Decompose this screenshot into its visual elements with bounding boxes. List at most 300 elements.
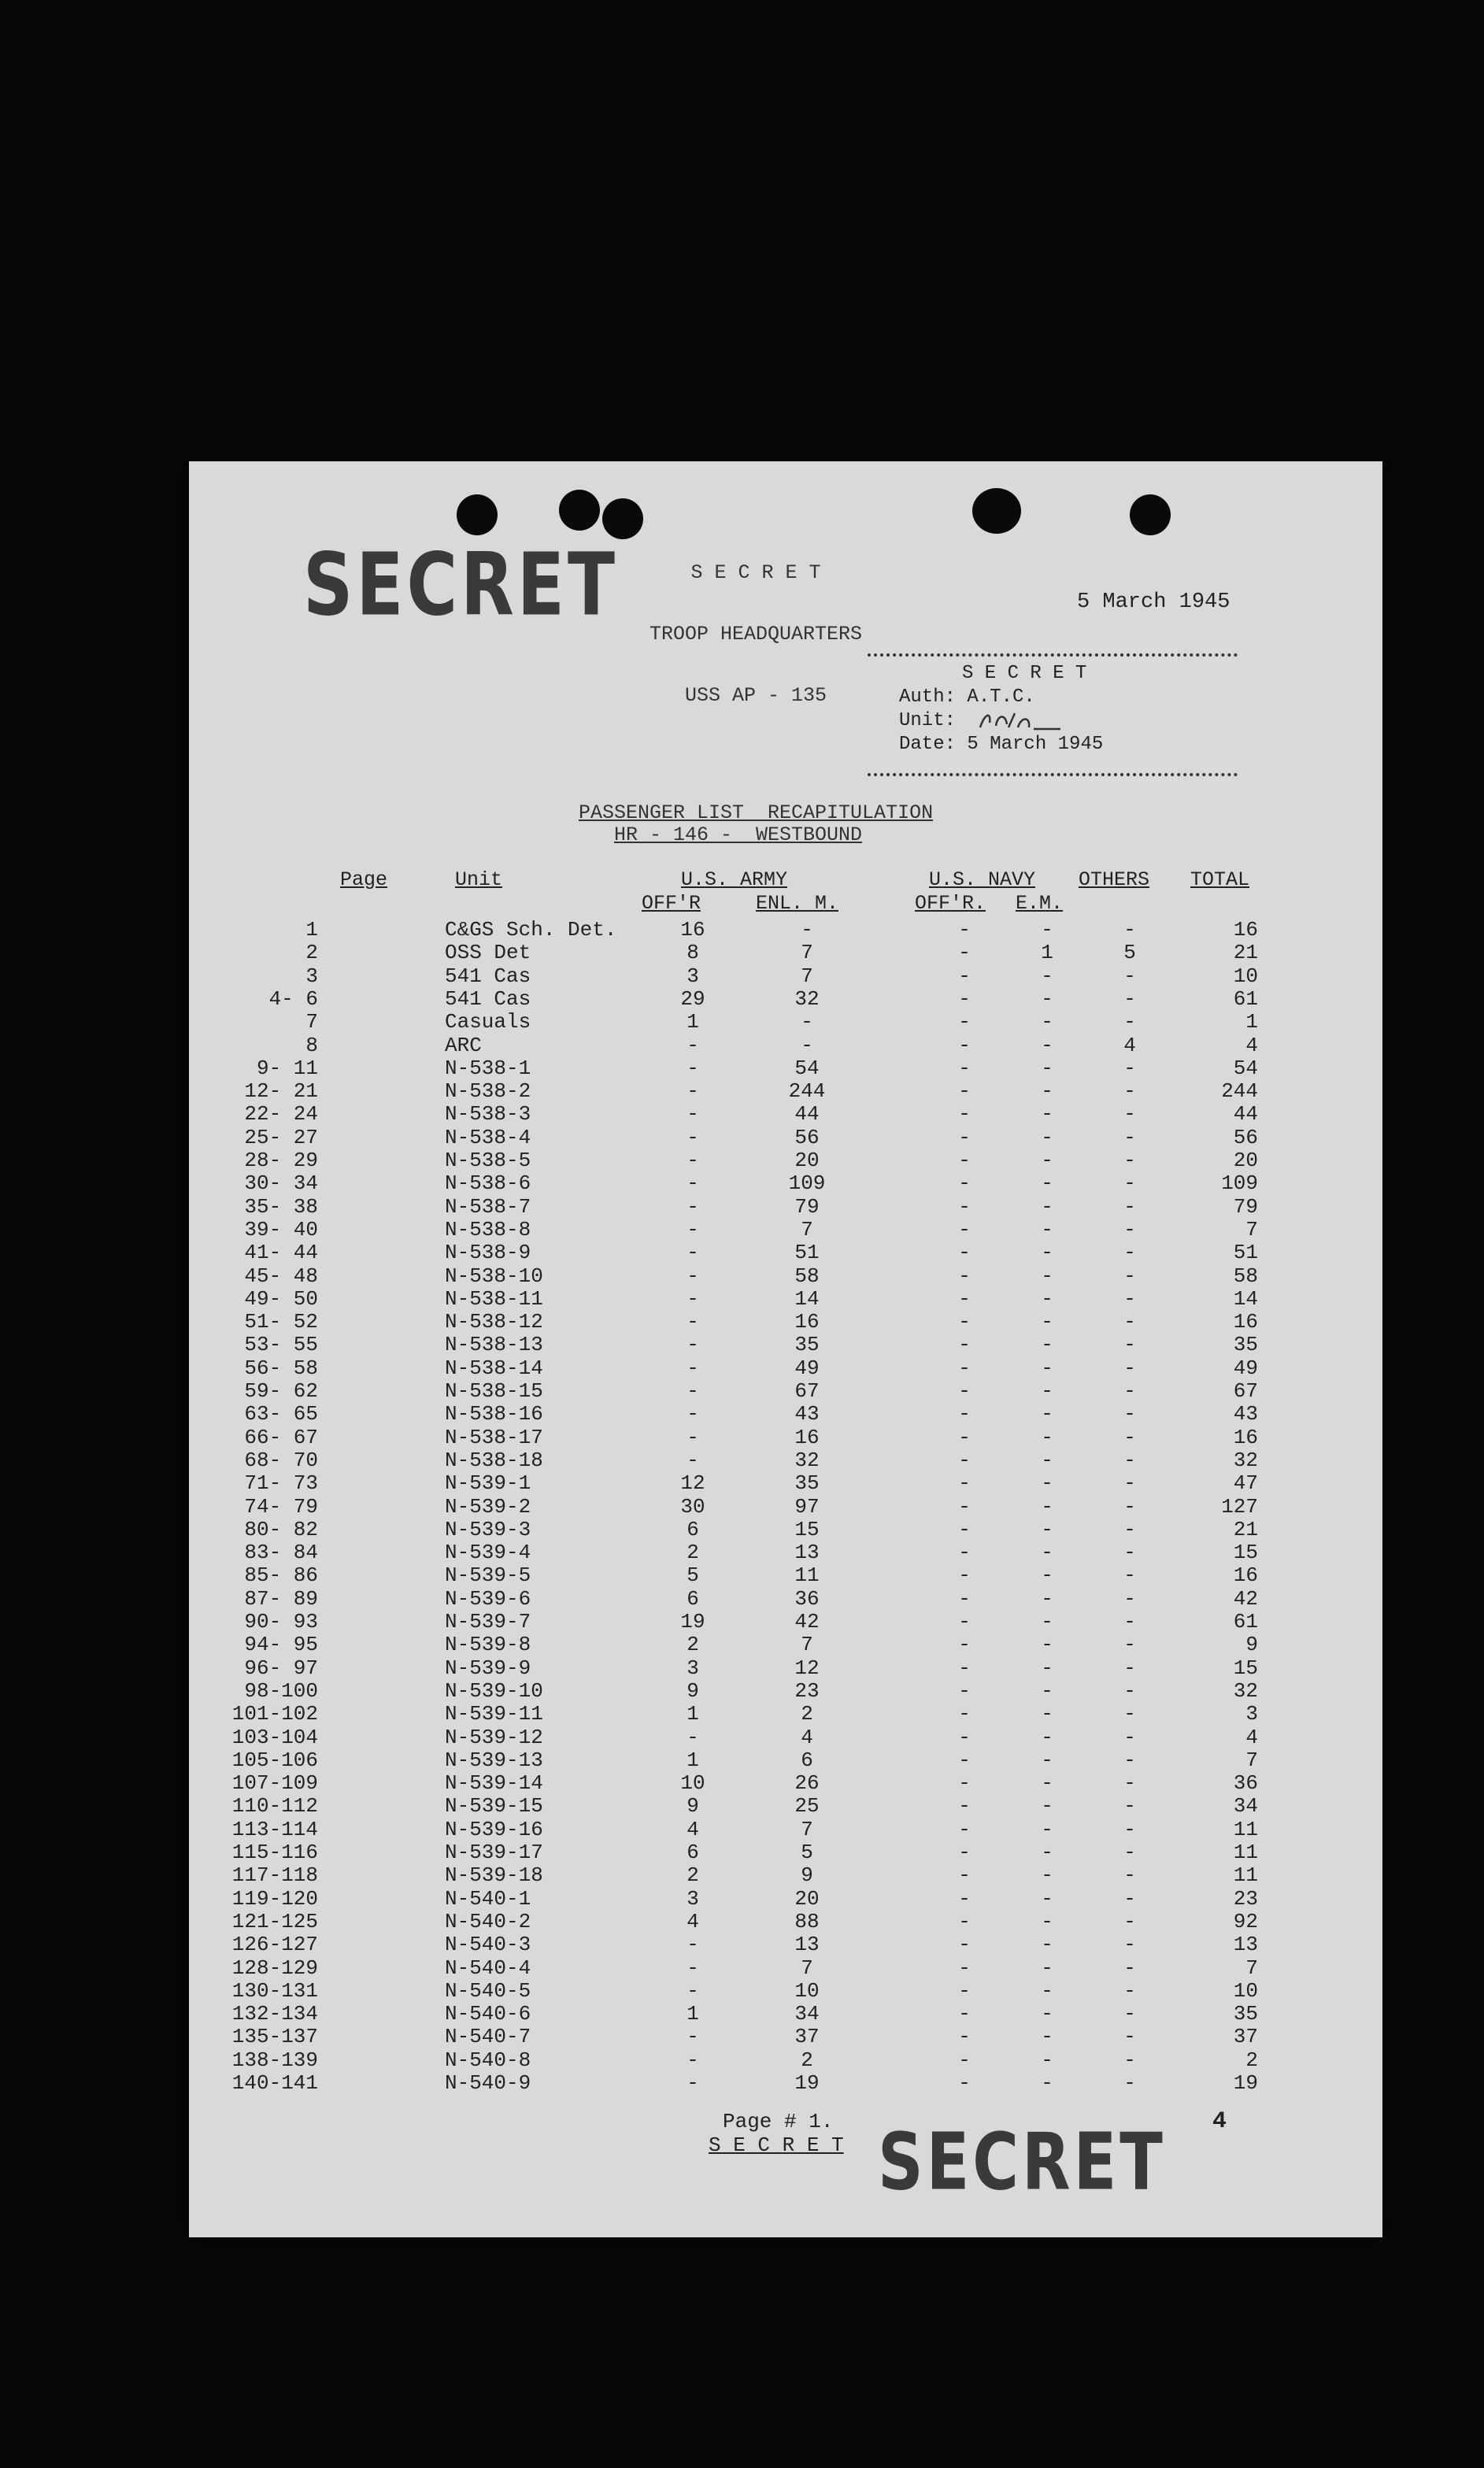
- cell-aenl: 14: [794, 1286, 820, 1311]
- cell-page: 63- 65: [244, 1402, 318, 1426]
- cell-oth: -: [1123, 1356, 1136, 1380]
- cell-noff: -: [958, 1171, 971, 1196]
- cell-unit: N-538-13: [445, 1333, 543, 1357]
- cell-aoff: 9: [686, 1678, 699, 1703]
- cell-page: 41- 44: [244, 1241, 318, 1265]
- cell-aenl: 244: [788, 1079, 826, 1104]
- cell-page: 28- 29: [244, 1149, 318, 1172]
- cell-aenl: 15: [794, 1517, 820, 1541]
- cell-nem: -: [1041, 1310, 1053, 1334]
- cell-tot: 11: [1233, 1817, 1258, 1841]
- table-row: [189, 1426, 1382, 1449]
- date-line: Date: 5 March 1945: [899, 734, 1104, 755]
- cell-aenl: 35: [794, 1333, 820, 1357]
- cell-unit: N-538-15: [445, 1379, 543, 1403]
- cell-oth: -: [1123, 1978, 1136, 2003]
- cell-aoff: -: [686, 2048, 699, 2072]
- cell-nem: -: [1041, 1748, 1053, 1772]
- cell-oth: -: [1123, 1586, 1136, 1611]
- cell-oth: -: [1123, 1817, 1136, 1841]
- table-row: [189, 1656, 1382, 1679]
- cell-oth: -: [1123, 1171, 1136, 1196]
- cell-aoff: -: [686, 2025, 699, 2049]
- cell-unit: N-539-6: [445, 1586, 531, 1611]
- cell-tot: 1: [1245, 1010, 1258, 1034]
- cell-tot: 37: [1233, 2025, 1258, 2049]
- cell-noff: -: [958, 1678, 971, 1703]
- cell-noff: -: [958, 1817, 971, 1841]
- col-header-navy: U.S. NAVY: [929, 868, 1036, 891]
- unit-line: Unit:: [899, 710, 957, 731]
- cell-aenl: 19: [794, 2071, 820, 2095]
- table-row: [189, 1079, 1382, 1102]
- cell-page: 59- 62: [244, 1379, 318, 1403]
- cell-oth: -: [1123, 1517, 1136, 1541]
- cell-aenl: 2: [801, 1702, 813, 1726]
- secret-stamp-top: SECRET: [303, 534, 618, 635]
- cell-noff: -: [958, 918, 971, 942]
- table-row: [189, 1841, 1382, 1863]
- cell-tot: 10: [1233, 964, 1258, 988]
- cell-page: 35- 38: [244, 1194, 318, 1219]
- cell-page: 103-104: [231, 1725, 318, 1749]
- cell-oth: -: [1123, 1656, 1136, 1680]
- cell-aenl: 4: [801, 1725, 813, 1749]
- cell-noff: -: [958, 1933, 971, 1957]
- cell-tot: 21: [1233, 1517, 1258, 1541]
- cell-tot: 32: [1233, 1448, 1258, 1472]
- cell-unit: N-538-8: [445, 1217, 531, 1241]
- cell-nem: -: [1041, 1956, 1053, 1980]
- col-header-army-enl: ENL. M.: [756, 892, 839, 915]
- cell-nem: -: [1041, 1356, 1053, 1380]
- cell-nem: -: [1041, 1563, 1053, 1588]
- cell-tot: 20: [1233, 1149, 1258, 1172]
- cell-nem: -: [1041, 1933, 1053, 1957]
- cell-nem: -: [1041, 1217, 1053, 1241]
- cell-aenl: 7: [801, 964, 813, 988]
- cell-aenl: 20: [794, 1886, 820, 1911]
- cell-aenl: 34: [794, 2002, 820, 2026]
- cell-unit: N-540-6: [445, 2002, 531, 2026]
- cell-unit: N-540-7: [445, 2025, 531, 2049]
- cell-nem: -: [1041, 1264, 1053, 1288]
- cell-aoff: -: [686, 1033, 699, 1057]
- cell-tot: 47: [1233, 1471, 1258, 1496]
- cell-aenl: 7: [801, 1633, 813, 1657]
- table-row: [189, 1356, 1382, 1379]
- cell-noff: -: [958, 2071, 971, 2095]
- cell-oth: -: [1123, 1702, 1136, 1726]
- cell-unit: N-538-14: [445, 1356, 543, 1380]
- cell-page: 87- 89: [244, 1586, 318, 1611]
- cell-oth: -: [1123, 1194, 1136, 1219]
- cell-unit: ARC: [445, 1033, 482, 1057]
- cell-aoff: 30: [680, 1494, 705, 1519]
- table-row: [189, 1310, 1382, 1333]
- cell-tot: 16: [1233, 1563, 1258, 1588]
- cell-tot: 92: [1233, 1909, 1258, 1933]
- table-row: [189, 964, 1382, 987]
- cell-tot: 16: [1233, 1310, 1258, 1334]
- table-row: [189, 1241, 1382, 1264]
- cell-tot: 3: [1245, 1702, 1258, 1726]
- cell-page: 8: [305, 1033, 318, 1057]
- cell-page: 12- 21: [244, 1079, 318, 1104]
- table-row: [189, 918, 1382, 941]
- cell-tot: 23: [1233, 1886, 1258, 1911]
- cell-noff: -: [958, 1841, 971, 1864]
- cell-oth: -: [1123, 1010, 1136, 1034]
- cell-tot: 4: [1245, 1033, 1258, 1057]
- cell-page: 53- 55: [244, 1333, 318, 1357]
- cell-nem: -: [1041, 1656, 1053, 1680]
- cell-unit: N-539-12: [445, 1725, 543, 1749]
- cell-aenl: 10: [794, 1978, 820, 2003]
- cell-tot: 15: [1233, 1541, 1258, 1565]
- cell-oth: -: [1123, 1448, 1136, 1472]
- cell-oth: -: [1123, 1471, 1136, 1496]
- cell-oth: -: [1123, 1610, 1136, 1634]
- cell-noff: -: [958, 1356, 971, 1380]
- cell-oth: -: [1123, 1333, 1136, 1357]
- cell-aenl: 16: [794, 1310, 820, 1334]
- cell-noff: -: [958, 1494, 971, 1519]
- cell-aoff: -: [686, 1725, 699, 1749]
- cell-aenl: 109: [788, 1171, 826, 1196]
- cell-aenl: 43: [794, 1402, 820, 1426]
- cell-nem: -: [1041, 964, 1053, 988]
- cell-page: 4- 6: [268, 986, 318, 1011]
- cell-aenl: 23: [794, 1678, 820, 1703]
- cell-nem: -: [1041, 1425, 1053, 1449]
- header-ship: USS AP - 135: [684, 684, 827, 707]
- cell-aenl: 36: [794, 1586, 820, 1611]
- cell-unit: N-539-9: [445, 1656, 531, 1680]
- cell-aenl: 32: [794, 986, 820, 1011]
- cell-nem: -: [1041, 1171, 1053, 1196]
- cell-page: 90- 93: [244, 1610, 318, 1634]
- table-row: [189, 1887, 1382, 1910]
- cell-nem: -: [1041, 1033, 1053, 1057]
- cell-aenl: 12: [794, 1656, 820, 1680]
- cell-nem: -: [1041, 2002, 1053, 2026]
- cell-aenl: 7: [801, 1217, 813, 1241]
- table-row: [189, 2071, 1382, 2094]
- table-row: [189, 1818, 1382, 1841]
- cell-noff: -: [958, 1748, 971, 1772]
- table-row: [189, 2048, 1382, 2071]
- cell-oth: -: [1123, 1633, 1136, 1657]
- title-line-2: HR - 146 - WESTBOUND: [614, 823, 863, 846]
- cell-oth: -: [1123, 1541, 1136, 1565]
- cell-noff: -: [958, 1310, 971, 1334]
- table-row: [189, 1333, 1382, 1356]
- table-row: [189, 2002, 1382, 2025]
- cell-aoff: -: [686, 1310, 699, 1334]
- cell-tot: 56: [1233, 1125, 1258, 1149]
- header-classification: S E C R E T: [690, 561, 821, 584]
- cell-unit: N-538-6: [445, 1171, 531, 1196]
- cell-unit: Casuals: [445, 1010, 531, 1034]
- cell-noff: -: [958, 1379, 971, 1403]
- col-header-others: OTHERS: [1079, 868, 1150, 891]
- cell-unit: C&GS Sch. Det.: [445, 918, 617, 942]
- cell-nem: -: [1041, 1448, 1053, 1472]
- cell-oth: -: [1123, 1494, 1136, 1519]
- cell-nem: -: [1041, 1541, 1053, 1565]
- cell-noff: -: [958, 2025, 971, 2049]
- cell-aoff: -: [686, 1194, 699, 1219]
- cell-tot: 7: [1245, 1956, 1258, 1980]
- cell-noff: -: [958, 1079, 971, 1104]
- cell-oth: -: [1123, 1909, 1136, 1933]
- cell-aoff: 6: [686, 1586, 699, 1611]
- cell-unit: N-540-5: [445, 1978, 531, 2003]
- cell-noff: -: [958, 1978, 971, 2003]
- cell-aenl: -: [801, 918, 813, 942]
- cell-noff: -: [958, 1702, 971, 1726]
- cell-tot: 16: [1233, 1425, 1258, 1449]
- cell-aenl: -: [801, 1010, 813, 1034]
- cell-tot: 61: [1233, 1610, 1258, 1634]
- cell-noff: -: [958, 1886, 971, 1911]
- cell-aenl: 20: [794, 1149, 820, 1172]
- cell-unit: N-538-12: [445, 1310, 543, 1334]
- cell-page: 105-106: [231, 1748, 318, 1772]
- cell-aenl: 26: [794, 1771, 820, 1796]
- cell-nem: -: [1041, 1909, 1053, 1933]
- cell-nem: 1: [1041, 941, 1053, 965]
- cell-page: 115-116: [231, 1841, 318, 1864]
- cell-aoff: 1: [686, 1010, 699, 1034]
- cell-unit: N-538-7: [445, 1194, 531, 1219]
- cell-unit: N-538-5: [445, 1149, 531, 1172]
- cell-unit: N-539-17: [445, 1841, 543, 1864]
- table-row: [189, 1726, 1382, 1748]
- footer-page: Page # 1.: [723, 2110, 834, 2133]
- cell-nem: -: [1041, 2071, 1053, 2095]
- cell-oth: -: [1123, 1102, 1136, 1127]
- cell-aoff: -: [686, 1217, 699, 1241]
- cell-aoff: 1: [686, 2002, 699, 2026]
- cell-tot: 34: [1233, 1794, 1258, 1819]
- document-page: [189, 455, 1382, 2237]
- cell-aoff: 3: [686, 1656, 699, 1680]
- cell-nem: -: [1041, 2025, 1053, 2049]
- cell-oth: 5: [1123, 941, 1136, 965]
- cell-aenl: 49: [794, 1356, 820, 1380]
- cell-nem: -: [1041, 1194, 1053, 1219]
- cell-page: 94- 95: [244, 1633, 318, 1657]
- cell-page: 138-139: [231, 2048, 318, 2072]
- table-row: [189, 1195, 1382, 1218]
- table-row: [189, 1679, 1382, 1702]
- cell-oth: -: [1123, 1379, 1136, 1403]
- header-org: TROOP HEADQUARTERS: [649, 623, 863, 646]
- cell-unit: N-540-2: [445, 1909, 531, 1933]
- cell-noff: -: [958, 1102, 971, 1127]
- cell-nem: -: [1041, 1056, 1053, 1080]
- cell-nem: -: [1041, 1586, 1053, 1611]
- cell-nem: -: [1041, 1794, 1053, 1819]
- cell-page: 83- 84: [244, 1541, 318, 1565]
- cell-tot: 51: [1233, 1241, 1258, 1265]
- cell-page: 45- 48: [244, 1264, 318, 1288]
- cell-nem: -: [1041, 1102, 1053, 1127]
- cell-aoff: 2: [686, 1633, 699, 1657]
- cell-nem: -: [1041, 1471, 1053, 1496]
- cell-nem: -: [1041, 1771, 1053, 1796]
- cell-page: 117-118: [231, 1863, 318, 1888]
- cell-noff: -: [958, 1771, 971, 1796]
- table-row: [189, 1056, 1382, 1079]
- cell-nem: -: [1041, 986, 1053, 1011]
- table-row: [189, 1010, 1382, 1033]
- cell-page: 9- 11: [256, 1056, 318, 1080]
- table-row: [189, 1587, 1382, 1610]
- cell-page: 126-127: [231, 1933, 318, 1957]
- table-row: [189, 1218, 1382, 1241]
- cell-page: 56- 58: [244, 1356, 318, 1380]
- table-row: [189, 1910, 1382, 1933]
- cell-noff: -: [958, 1471, 971, 1496]
- cell-oth: -: [1123, 2071, 1136, 2095]
- cell-unit: 541 Cas: [445, 964, 531, 988]
- cell-tot: 11: [1233, 1863, 1258, 1888]
- col-header-page: Page: [340, 868, 388, 891]
- cell-unit: N-540-3: [445, 1933, 531, 1957]
- auth-box: [868, 653, 1238, 776]
- cell-page: 2: [305, 941, 318, 965]
- cell-unit: N-538-3: [445, 1102, 531, 1127]
- cell-nem: -: [1041, 1610, 1053, 1634]
- table-row: [189, 1794, 1382, 1817]
- cell-aoff: 29: [680, 986, 705, 1011]
- cell-noff: -: [958, 1586, 971, 1611]
- cell-aenl: 9: [801, 1863, 813, 1888]
- cell-tot: 79: [1233, 1194, 1258, 1219]
- cell-nem: -: [1041, 1494, 1053, 1519]
- col-header-navy-em: E.M.: [1016, 892, 1064, 915]
- table-row: [189, 1171, 1382, 1194]
- cell-noff: -: [958, 1056, 971, 1080]
- table-row: [189, 1933, 1382, 1956]
- table-row: [189, 1287, 1382, 1310]
- cell-aoff: 12: [680, 1471, 705, 1496]
- col-header-army-off: OFF'R: [642, 892, 701, 915]
- cell-aoff: -: [686, 1149, 699, 1172]
- cell-aenl: 97: [794, 1494, 820, 1519]
- cell-aenl: 42: [794, 1610, 820, 1634]
- cell-noff: -: [958, 1194, 971, 1219]
- cell-unit: N-538-18: [445, 1448, 543, 1472]
- col-header-army: U.S. ARMY: [681, 868, 788, 891]
- cell-noff: -: [958, 1863, 971, 1888]
- cell-aenl: 11: [794, 1563, 820, 1588]
- cell-noff: -: [958, 941, 971, 965]
- cell-unit: N-539-1: [445, 1471, 531, 1496]
- cell-tot: 35: [1233, 1333, 1258, 1357]
- cell-nem: -: [1041, 1333, 1053, 1357]
- cell-aenl: 67: [794, 1379, 820, 1403]
- table-row: [189, 1518, 1382, 1541]
- cell-unit: N-538-10: [445, 1264, 543, 1288]
- cell-oth: -: [1123, 1079, 1136, 1104]
- cell-page: 25- 27: [244, 1125, 318, 1149]
- punch-hole: [1130, 494, 1171, 535]
- cell-aenl: 25: [794, 1794, 820, 1819]
- cell-oth: 4: [1123, 1033, 1136, 1057]
- cell-page: 101-102: [231, 1702, 318, 1726]
- cell-nem: -: [1041, 1125, 1053, 1149]
- cell-aenl: 7: [801, 1817, 813, 1841]
- cell-unit: N-539-7: [445, 1610, 531, 1634]
- table-row: [189, 1034, 1382, 1056]
- cell-unit: N-539-5: [445, 1563, 531, 1588]
- cell-oth: -: [1123, 1933, 1136, 1957]
- cell-oth: -: [1123, 1771, 1136, 1796]
- table-row: [189, 1402, 1382, 1425]
- cell-page: 51- 52: [244, 1310, 318, 1334]
- cell-tot: 54: [1233, 1056, 1258, 1080]
- cell-noff: -: [958, 1725, 971, 1749]
- cell-unit: N-539-16: [445, 1817, 543, 1841]
- cell-tot: 32: [1233, 1678, 1258, 1703]
- cell-page: 107-109: [231, 1771, 318, 1796]
- cell-oth: -: [1123, 1748, 1136, 1772]
- cell-noff: -: [958, 1425, 971, 1449]
- cell-noff: -: [958, 2002, 971, 2026]
- cell-nem: -: [1041, 1517, 1053, 1541]
- cell-unit: 541 Cas: [445, 986, 531, 1011]
- table-row: [189, 1979, 1382, 2002]
- cell-oth: -: [1123, 1402, 1136, 1426]
- cell-unit: N-539-4: [445, 1541, 531, 1565]
- cell-aoff: 2: [686, 1541, 699, 1565]
- col-header-navy-off: OFF'R.: [915, 892, 986, 915]
- cell-page: 74- 79: [244, 1494, 318, 1519]
- auth-box-title: S E C R E T: [962, 663, 1087, 684]
- cell-unit: N-539-3: [445, 1517, 531, 1541]
- table-row: [189, 1702, 1382, 1725]
- table-row: [189, 1563, 1382, 1586]
- cell-aoff: -: [686, 1356, 699, 1380]
- cell-unit: N-538-16: [445, 1402, 543, 1426]
- cell-oth: -: [1123, 2025, 1136, 2049]
- table-row: [189, 1449, 1382, 1471]
- cell-tot: 10: [1233, 1978, 1258, 2003]
- cell-page: 119-120: [231, 1886, 318, 1911]
- cell-aoff: -: [686, 1933, 699, 1957]
- table-row: [189, 1471, 1382, 1494]
- cell-nem: -: [1041, 1725, 1053, 1749]
- cell-page: 128-129: [231, 1956, 318, 1980]
- cell-nem: -: [1041, 1286, 1053, 1311]
- cell-page: 7: [305, 1010, 318, 1034]
- cell-oth: -: [1123, 1286, 1136, 1311]
- cell-noff: -: [958, 1149, 971, 1172]
- cell-aoff: 9: [686, 1794, 699, 1819]
- header-block: [598, 522, 913, 747]
- cell-aenl: 16: [794, 1425, 820, 1449]
- table-row: [189, 1610, 1382, 1633]
- cell-nem: -: [1041, 1010, 1053, 1034]
- cell-tot: 36: [1233, 1771, 1258, 1796]
- cell-noff: -: [958, 1264, 971, 1288]
- cell-unit: N-538-11: [445, 1286, 543, 1311]
- cell-aenl: 13: [794, 1541, 820, 1565]
